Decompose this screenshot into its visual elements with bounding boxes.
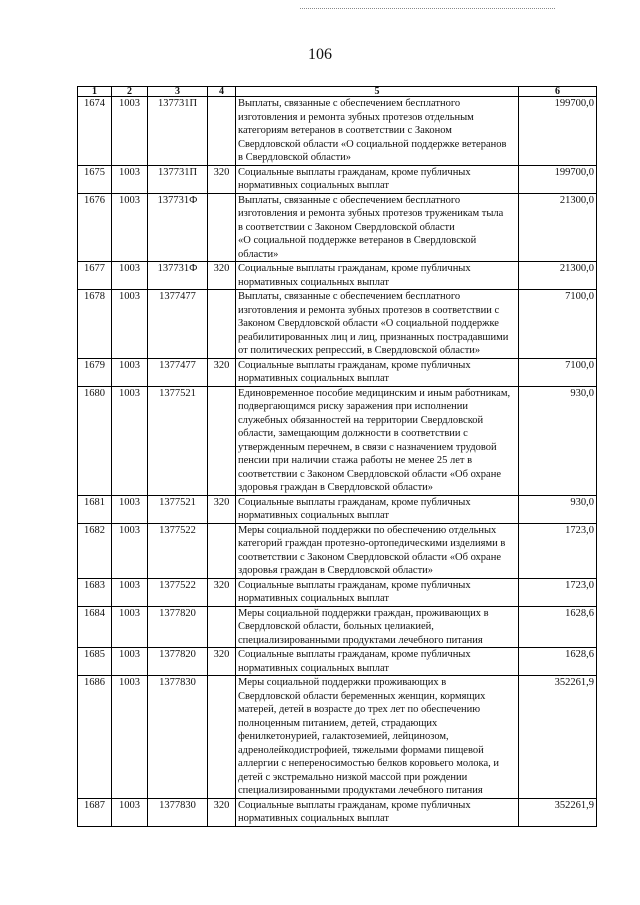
- expense-type: [208, 193, 236, 262]
- expense-type: 320: [208, 262, 236, 290]
- description-line: подвергающимся риску заражения при исполнении: [238, 401, 469, 412]
- description-line: адренолейкодистрофией, тяжелыми формами пищевой: [238, 744, 484, 756]
- section-code: 1003: [112, 193, 148, 262]
- expense-type: 320: [208, 578, 236, 606]
- description-line: Меры социальной поддержки граждан, проживающих в: [238, 607, 489, 619]
- header-cell: 4: [208, 87, 236, 97]
- description-line: служебных обязанностей на территории Свердловской: [238, 414, 484, 426]
- target-code: 1377820: [148, 606, 208, 648]
- section-code: 1003: [112, 606, 148, 648]
- row-number: 1675: [78, 165, 112, 193]
- amount: 930,0: [519, 495, 597, 523]
- description-line: изготовления и ремонта зубных протезов отдельным: [238, 111, 474, 123]
- description-line: нормативных социальных выплат: [238, 373, 389, 384]
- section-code: 1003: [112, 523, 148, 578]
- description-line: Выплаты, связанные с обеспечением бесплатного: [238, 291, 461, 302]
- row-number: 1683: [78, 578, 112, 606]
- target-code: 1377830: [148, 676, 208, 799]
- description-line: Социальные выплаты гражданам, кроме публичных: [238, 496, 471, 508]
- expense-type: 320: [208, 648, 236, 676]
- description-line: нормативных социальных выплат: [238, 662, 389, 674]
- expense-type: [208, 606, 236, 648]
- table-row: [78, 798, 597, 826]
- expense-type: [208, 676, 236, 799]
- description-line: специализированными продуктами лечебного питания: [238, 634, 483, 646]
- description-line: Свердловской области «О социальной поддержке ветеранов: [238, 138, 507, 150]
- description: [236, 193, 519, 262]
- description: [236, 798, 519, 826]
- description-line: категориям ветеранов в соответствии с Законом: [238, 125, 452, 136]
- description-line: соответствии с Законом Свердловской области «Об охране: [238, 551, 501, 563]
- table-row: [78, 523, 597, 578]
- header-cell: 6: [519, 87, 597, 97]
- row-number: 1681: [78, 495, 112, 523]
- description: [236, 523, 519, 578]
- description: [236, 262, 519, 290]
- table-row: [78, 358, 597, 386]
- description-line: специализированными продуктами лечебного питания: [238, 785, 483, 796]
- table-row: [78, 290, 597, 359]
- description-line: аллергии с непереносимостью белков коровьего молока, и: [238, 758, 500, 769]
- budget-table: [77, 86, 597, 827]
- section-code: 1003: [112, 290, 148, 359]
- description: [236, 386, 519, 495]
- target-code: 1377522: [148, 523, 208, 578]
- expense-type: 320: [208, 165, 236, 193]
- section-code: 1003: [112, 495, 148, 523]
- target-code: 137731П: [148, 165, 208, 193]
- target-code: 137731Ф: [148, 262, 208, 290]
- target-code: 1377522: [148, 578, 208, 606]
- table-row: [78, 193, 597, 262]
- description-line: соответствии с Законом Свердловской области «Об охране: [238, 468, 501, 480]
- amount: 7100,0: [519, 358, 597, 386]
- header-cell: 1: [78, 87, 112, 97]
- expense-type: [208, 97, 236, 166]
- table-row: [78, 578, 597, 606]
- table-row: [78, 648, 597, 676]
- amount: 199700,0: [519, 165, 597, 193]
- table-row: [78, 165, 597, 193]
- description-line: нормативных социальных выплат: [238, 510, 389, 521]
- target-code: 1377477: [148, 358, 208, 386]
- target-code: 137731Ф: [148, 193, 208, 262]
- description-line: Свердловской области беременных женщин, кормящих: [238, 690, 486, 702]
- description: [236, 358, 519, 386]
- description: [236, 606, 519, 648]
- amount: 1723,0: [519, 578, 597, 606]
- description-line: Единовременное пособие медицинским и иным работникам,: [238, 387, 511, 399]
- header-cell: 2: [112, 87, 148, 97]
- table-body: [78, 97, 597, 827]
- description-line: изготовления и ремонта зубных протезов в соответствии с: [238, 304, 500, 316]
- row-number: 1677: [78, 262, 112, 290]
- description-line: категорий граждан протезно-ортопедическими изделиями в: [238, 538, 506, 549]
- description-line: нормативных социальных выплат: [238, 180, 389, 191]
- header-cell: 3: [148, 87, 208, 97]
- table-row: [78, 386, 597, 495]
- amount: 7100,0: [519, 290, 597, 359]
- description-line: нормативных социальных выплат: [238, 593, 389, 604]
- section-code: 1003: [112, 97, 148, 166]
- page-number: 106: [308, 46, 332, 63]
- row-number: 1679: [78, 358, 112, 386]
- row-number: 1678: [78, 290, 112, 359]
- table-row: [78, 676, 597, 799]
- expense-type: [208, 523, 236, 578]
- section-code: 1003: [112, 386, 148, 495]
- description-line: в соответствии с Законом Свердловской области: [238, 221, 455, 233]
- section-code: 1003: [112, 165, 148, 193]
- description-line: пенсии при наличии стажа работы не менее 25 лет в: [238, 455, 473, 466]
- table-header-row: [78, 87, 597, 97]
- target-code: 1377477: [148, 290, 208, 359]
- amount: 21300,0: [519, 193, 597, 262]
- description-line: Социальные выплаты гражданам, кроме публичных: [238, 166, 471, 178]
- description-line: Меры социальной поддержки по обеспечению отдельных: [238, 524, 497, 536]
- description-line: фенилкетонурией, галактоземией, лейцинозом,: [238, 731, 449, 742]
- row-number: 1686: [78, 676, 112, 799]
- header-cell: 5: [236, 87, 519, 97]
- description: [236, 97, 519, 166]
- section-code: 1003: [112, 676, 148, 799]
- section-code: 1003: [112, 648, 148, 676]
- amount: 21300,0: [519, 262, 597, 290]
- amount: 352261,9: [519, 676, 597, 799]
- target-code: 1377521: [148, 495, 208, 523]
- expense-type: [208, 386, 236, 495]
- description-line: Меры социальной поддержки проживающих в: [238, 677, 447, 688]
- description-line: Социальные выплаты гражданам, кроме публичных: [238, 649, 471, 660]
- description: [236, 676, 519, 799]
- description-line: утвержденным перечнем, в связи с назначением трудовой: [238, 441, 497, 453]
- description-line: Социальные выплаты гражданам, кроме публичных: [238, 579, 471, 591]
- section-code: 1003: [112, 578, 148, 606]
- description-line: детей с экстремально низкой массой при рождении: [238, 771, 468, 783]
- amount: 1723,0: [519, 523, 597, 578]
- row-number: 1680: [78, 386, 112, 495]
- description-line: Социальные выплаты гражданам, кроме публичных: [238, 263, 471, 274]
- row-number: 1685: [78, 648, 112, 676]
- section-code: 1003: [112, 262, 148, 290]
- description-line: Выплаты, связанные с обеспечением бесплатного: [238, 194, 461, 206]
- description-line: Выплаты, связанные с обеспечением бесплатного: [238, 98, 461, 109]
- description-line: здоровья граждан в Свердловской области»: [238, 565, 434, 576]
- description: [236, 165, 519, 193]
- amount: 1628,6: [519, 648, 597, 676]
- amount: 930,0: [519, 386, 597, 495]
- description-line: матерей, детей в возрасте до трех лет по обеспечению: [238, 704, 481, 715]
- description-line: реабилитированных лиц и лиц, признанных пострадавшими: [238, 331, 509, 343]
- description-line: Свердловской области, больных целиакией,: [238, 621, 434, 632]
- description-line: Социальные выплаты гражданам, кроме публичных: [238, 359, 471, 371]
- expense-type: 320: [208, 798, 236, 826]
- row-number: 1687: [78, 798, 112, 826]
- expense-type: 320: [208, 495, 236, 523]
- description-line: Законом Свердловской области «О социальной поддержке: [238, 318, 499, 329]
- row-number: 1684: [78, 606, 112, 648]
- section-code: 1003: [112, 798, 148, 826]
- top-dotted-rule: [300, 8, 555, 9]
- target-code: 1377830: [148, 798, 208, 826]
- amount: 199700,0: [519, 97, 597, 166]
- description: [236, 495, 519, 523]
- description-line: изготовления и ремонта зубных протезов труженикам тыла: [238, 208, 504, 219]
- description-line: полноценным питанием, детей, страдающих: [238, 717, 438, 729]
- amount: 1628,6: [519, 606, 597, 648]
- row-number: 1676: [78, 193, 112, 262]
- description: [236, 578, 519, 606]
- expense-type: [208, 290, 236, 359]
- target-code: 137731П: [148, 97, 208, 166]
- target-code: 1377521: [148, 386, 208, 495]
- description-line: здоровья граждан в Свердловской области»: [238, 482, 434, 493]
- row-number: 1682: [78, 523, 112, 578]
- table-row: [78, 495, 597, 523]
- row-number: 1674: [78, 97, 112, 166]
- description: [236, 648, 519, 676]
- description-line: «О социальной поддержке ветеранов в Свердловской: [238, 235, 477, 246]
- expense-type: 320: [208, 358, 236, 386]
- description-line: нормативных социальных выплат: [238, 276, 389, 288]
- description-line: нормативных социальных выплат: [238, 813, 389, 824]
- amount: 352261,9: [519, 798, 597, 826]
- table-row: [78, 97, 597, 166]
- section-code: 1003: [112, 358, 148, 386]
- description-line: от политических репрессий, в Свердловской области»: [238, 345, 481, 356]
- table-row: [78, 262, 597, 290]
- description-line: области»: [238, 248, 279, 260]
- description-line: в Свердловской области»: [238, 152, 352, 163]
- target-code: 1377820: [148, 648, 208, 676]
- description-line: Социальные выплаты гражданам, кроме публичных: [238, 799, 471, 811]
- table-row: [78, 606, 597, 648]
- description: [236, 290, 519, 359]
- description-line: области, замещающим должности в соответствии с: [238, 428, 468, 439]
